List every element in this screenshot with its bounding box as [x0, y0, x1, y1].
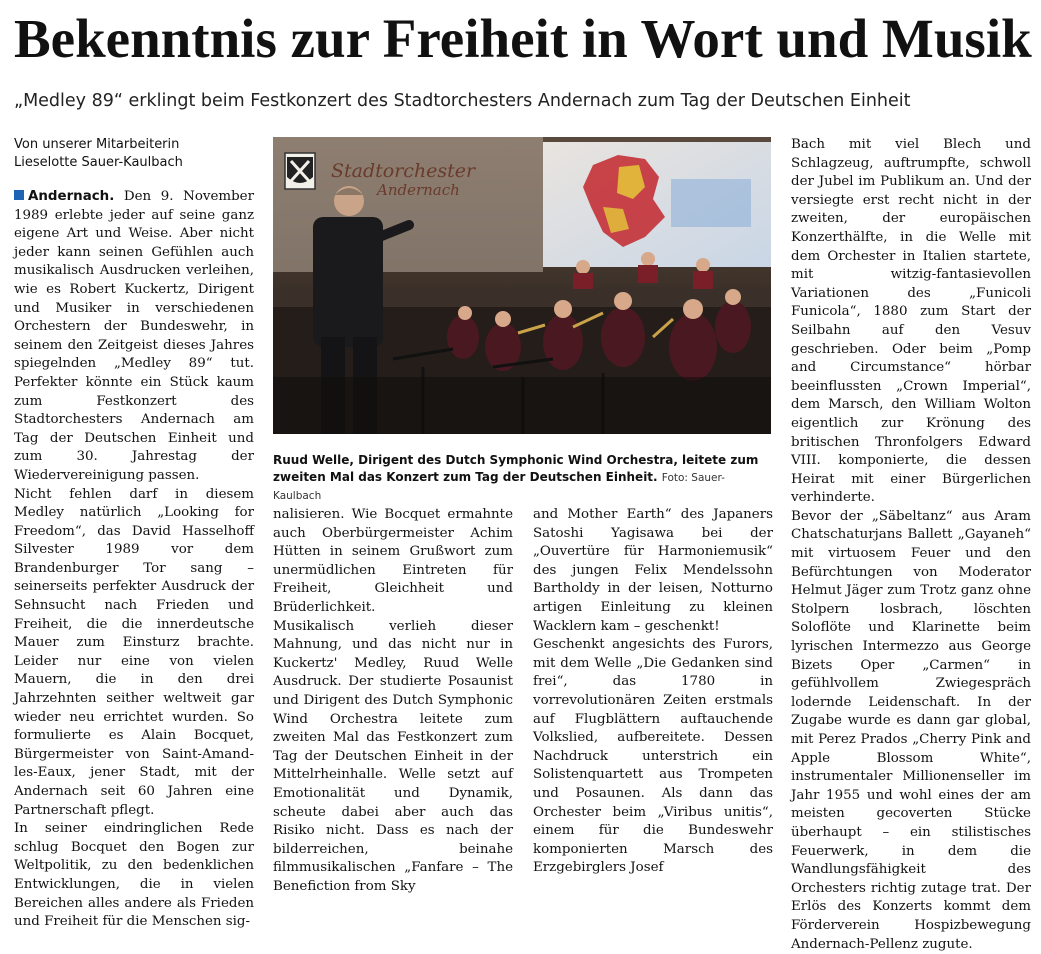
dateline: Andernach. — [28, 189, 115, 204]
headline: Bekenntnis zur Freiheit in Wort und Musik — [14, 8, 1032, 69]
photo-caption — [273, 452, 773, 505]
subheadline: „Medley 89“ erklingt beim Festkonzert des Stadtorchesters Andernach zum Tag der Deutschen Einheit — [14, 91, 911, 111]
photo-banner-line-1: Stadtorchester — [331, 160, 476, 182]
byline — [14, 136, 264, 172]
article-column-3 — [533, 506, 773, 876]
column-1-text: Den 9. November 1989 erlebte jeder auf seine ganz eigene Art und Weise. Aber nicht jeder kann seinen Gefühlen auch musikalisch Ausdrucken verleihen, wie es Robert Kuckertz, Dirigent und Musiker in verschiedenen Orchestern der Bundeswehr, in seinem den Zeitgeist dieses Jahres spiegelnden „Medley 89“ tut. Perfekter könnte ein Stück kaum zum Festkonzert des Stadtorchesters Andernach am Tag der Deutschen Einheit und zum 30. Jahrestag der Wiedervereinigung passen. Nicht fehlen darf in diesem Medley natürlich „Looking for Freedom“, das David Hasselhoff Silvester 1989 vor dem Brandenburger Tor sang – seinerseits perfekter Ausdruck der Sehnsucht nach Frieden und Freiheit, die die innerdeutsche Mauer zum Einsturz brachte. Leider nur eine von vielen Mauern, die in den drei Jahrzehnten seither weltweit gar wieder neu errichtet wurden. So formulierte es Alain Bocquet, Bürgermeister von Saint-Amand-les-Eaux, jener Stadt, mit der Andernach seit 60 Jahren eine Partnerschaft pflegt. In seiner eindringlichen Rede schlug Bocquet den Bogen zur Weltpolitik, zu den bedenklichen Entwicklungen, die in vielen Bereichen alles andere als Frieden und Freiheit für die Menschen sig- — [14, 189, 254, 930]
article-column-1 — [14, 188, 254, 930]
photo-credit: Foto: Sauer-Kaulbach — [273, 472, 725, 502]
column-4-text: Bach mit viel Blech und Schlagzeug, auftrumpfte, schwoll der Jubel im Publikum an. Und der versiegte erst recht nicht in der zweiten, der europäischen Konzerthälfte, in die Welle mit dem Orchester in Italien startete, mit witzig-fantasievollen Variationen des „Funicoli Funicola“, 1880 zum Start der Seilbahn auf den Vesuv geschrieben. Oder beim „Pomp and Circumstance“ hörbar beeinflussten „Crown Imperial“, dem Marsch, den William Wolton eigentlich zur Krönung des britischen Thronfolgers Edward VIII. komponierte, die dessen Heirat mit einer Bürgerlichen verhinderte. Bevor der „Säbeltanz“ aus Aram Chatschaturjans Ballett „Gayaneh“ mit virtuosem Feuer und den Befürchtungen von Moderator Helmut Jäger zum Trotz ganz ohne Stolpern losbrach, löschten Soloflöte und Klarinette beim lyrischen Intermezzo aus George Bizets Oper „Carmen“ in gefühlvollem Zwiegespräch lodernde Leidenschaft. In der Zugabe wurde es dann gar global, mit Perez Prados „Cherry Pink and Apple Blossom White“, instrumentaler Millionenseller im Jahr 1955 und wohl eines der am meisten gecoverten Stücke überhaupt – ein stilistisches Feuerwerk, in dem die Wandlungsfähigkeit des Orchesters richtig zutage trat. Der Erlös des Konzerts kommt dem Förderverein Hospizbewegung Andernach-Pellenz zugute. — [791, 137, 1031, 952]
caption-text: Ruud Welle, Dirigent des Dutch Symphonic Wind Orchestra, leitete zum zweiten Mal das Konzert zum Tag der Deutschen Einheit. — [273, 453, 759, 484]
column-3-text: and Mother Earth“ des Japaners Satoshi Yagisawa bei der „Ouvertüre für Harmoniemusik“ des jungen Felix Mendelssohn Bartholdy in der leisen, Notturno artigen Einleitung zu kleinen Wacklern kam – geschenkt! Geschenkt angesichts des Furors, mit dem Welle „Die Gedanken sind frei“, das 1780 in vorrevolutionären Zeiten erstmals auf Flugblättern auftauchende Volkslied, aufbereitete. Dessen Nachdruck unterstrich ein Solistenquartett aus Trompeten und Posaunen. Als dann das Orchester beim „Viribus unitis“, einem für die Bundeswehr komponierten Marsch des Erzgebirglers Josef — [533, 507, 773, 876]
concert-photo — [273, 137, 771, 434]
photo-banner-line-2: Andernach — [377, 181, 460, 199]
byline-author: Lieselotte Sauer-Kaulbach — [14, 155, 183, 170]
concert-photo-image — [273, 137, 771, 434]
article-column-4 — [791, 136, 1031, 952]
dateline-marker-icon — [14, 190, 24, 200]
column-2-text: nalisieren. Wie Bocquet ermahnte auch Oberbürgermeister Achim Hütten in seinem Grußwort zum unermüdlichen Eintreten für Freiheit, Gleichheit und Brüderlichkeit. Musikalisch verlieh dieser Mahnung, und das nicht nur in Kuckertz' Medley, Ruud Welle Ausdruck. Der studierte Posaunist und Dirigent des Dutch Symphonic Wind Orchestra leitete zum zweiten Mal das Festkonzert zum Tag der Deutschen Einheit in der Mittelrheinhalle. Welle setzt auf Emotionalität und Dynamik, scheute dabei aber auch das Risiko nicht. Dass es nach der bilderreichen, beinahe filmmusikalischen „Fanfare – The Benefiction from Sky — [273, 507, 513, 894]
article-column-2 — [273, 506, 513, 894]
byline-line-1: Von unserer Mitarbeiterin — [14, 137, 180, 152]
